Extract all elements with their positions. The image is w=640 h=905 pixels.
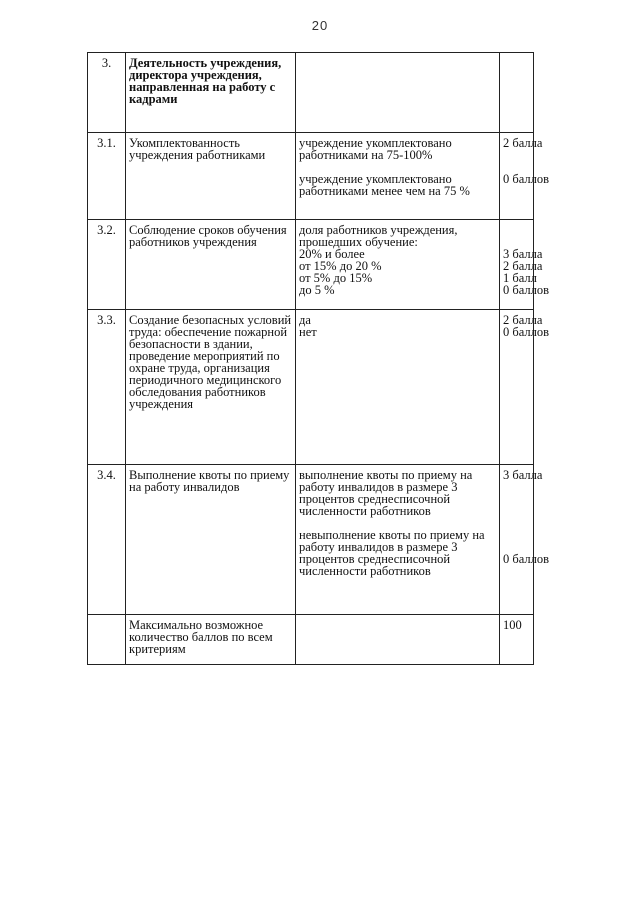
- criterion-name: Создание безопасных условий труда: обеспечение пожарной безопасности в здании, проведение мероприятий по охране труда, организация периодичного медицинского обследования работников учреждения: [126, 310, 296, 465]
- indicator-text: учреждение укомплектовано работниками менее чем на 75 %: [299, 172, 470, 198]
- points-cell: [500, 310, 550, 465]
- points-value: 0 баллов: [503, 325, 550, 339]
- indicator-text: от 15% до 20 %: [299, 259, 382, 273]
- indicator-text: да: [299, 313, 311, 327]
- points-cell: [500, 465, 550, 615]
- points-value: 2 балла: [503, 136, 543, 150]
- indicator-text: учреждение укомплектовано работниками на 75-100%: [299, 136, 452, 162]
- empty-cell: [296, 615, 500, 665]
- section-row: [88, 53, 534, 133]
- indicator-cell: [296, 220, 500, 310]
- points-value: 2 балла: [503, 313, 543, 327]
- indicator-text: до 5 %: [299, 283, 335, 297]
- total-row: [88, 615, 534, 665]
- points-value: 2 балла: [503, 259, 543, 273]
- points-cell: [500, 220, 550, 310]
- criterion-row: [88, 465, 534, 615]
- indicator-text: нет: [299, 325, 317, 339]
- criterion-row: [88, 220, 534, 310]
- points-value: 0 баллов: [503, 172, 550, 186]
- indicator-cell: [296, 133, 500, 220]
- section-number: 3.: [88, 53, 126, 133]
- indicator-text: 20% и более: [299, 247, 365, 261]
- indicator-text: от 5% до 15%: [299, 271, 373, 285]
- section-title: Деятельность учреждения, директора учреждения, направленная на работу с кадрами: [126, 53, 296, 133]
- page-number: 20: [311, 18, 329, 33]
- indicator-intro: доля работников учреждения, прошедших обучение:: [299, 223, 458, 249]
- empty-cell: [296, 53, 500, 133]
- indicator-cell: [296, 465, 500, 615]
- indicator-text: невыполнение квоты по приему на работу инвалидов в размере 3 процентов среднесписочной численности работников: [299, 528, 485, 578]
- indicator-cell: [296, 310, 500, 465]
- empty-cell: [88, 615, 126, 665]
- criterion-row: [88, 133, 534, 220]
- criterion-name: Выполнение квоты по приему на работу инвалидов: [126, 465, 296, 615]
- total-label: Максимально возможное количество баллов по всем критериям: [126, 615, 296, 665]
- criterion-number: 3.4.: [88, 465, 126, 615]
- criterion-number: 3.1.: [88, 133, 126, 220]
- indicator-text: выполнение квоты по приему на работу инвалидов в размере 3 процентов среднесписочной численности работников: [299, 468, 473, 518]
- points-value: 0 баллов: [503, 552, 550, 566]
- points-value: 3 балла: [503, 468, 543, 482]
- criterion-number: 3.3.: [88, 310, 126, 465]
- points-cell: [500, 133, 550, 220]
- points-value: 3 балла: [503, 247, 543, 261]
- criteria-table: [87, 52, 550, 665]
- criterion-number: 3.2.: [88, 220, 126, 310]
- criterion-name: Укомплектованность учреждения работниками: [126, 133, 296, 220]
- total-value: 100: [500, 615, 534, 665]
- points-value: 0 баллов: [503, 283, 550, 297]
- criterion-row: [88, 310, 534, 465]
- criterion-name: Соблюдение сроков обучения работников учреждения: [126, 220, 296, 310]
- points-value: 1 балл: [503, 271, 537, 285]
- empty-cell: [500, 53, 534, 133]
